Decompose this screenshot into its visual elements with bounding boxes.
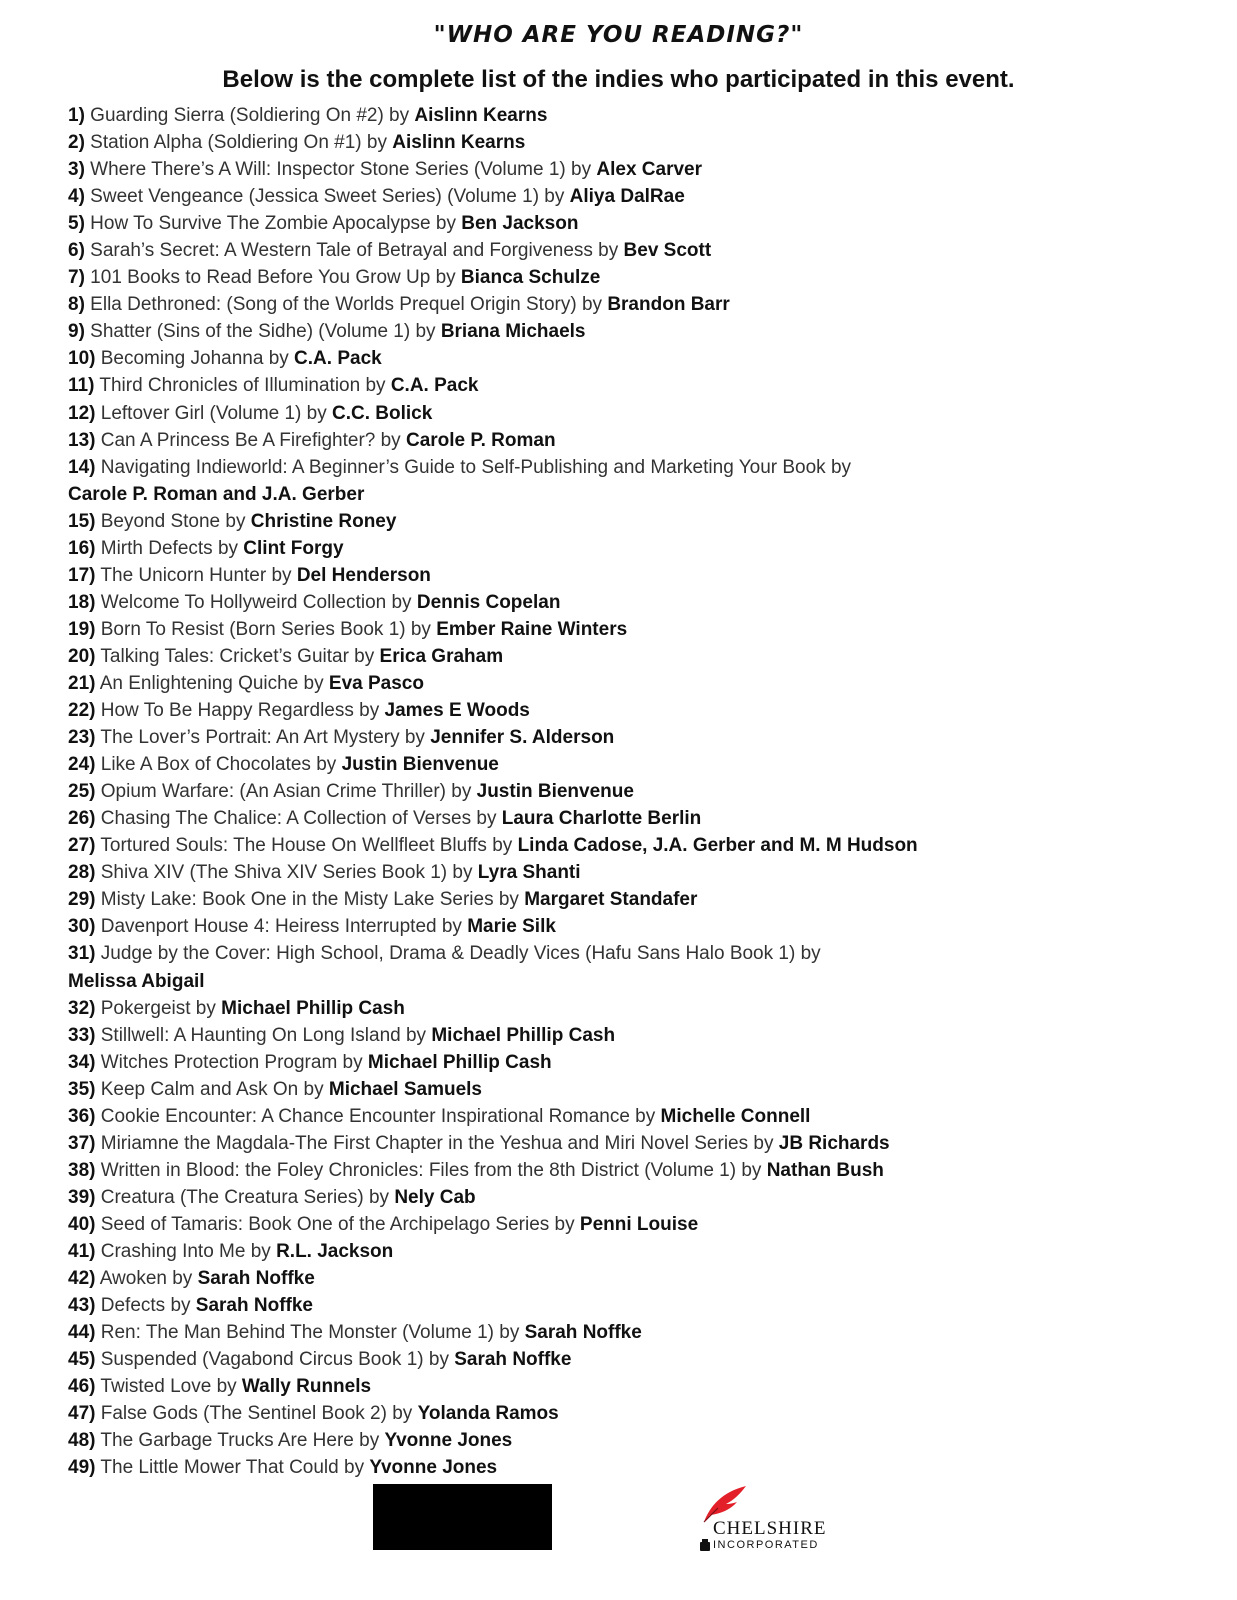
book-title: Witches Protection Program by — [95, 1051, 368, 1073]
item-number: 31) — [68, 943, 96, 965]
book-title: Davenport House 4: Heiress Interrupted by — [95, 916, 468, 938]
item-number: 21) — [68, 672, 96, 694]
item-number: 19) — [68, 618, 96, 640]
book-title: Shiva XIV (The Shiva XIV Series Book 1) by — [95, 862, 478, 884]
book-title: Like A Box of Chocolates by — [95, 754, 342, 776]
book-title: Awoken by — [95, 1268, 198, 1290]
book-author: James E Woods — [384, 700, 530, 722]
book-author: Justin Bienvenue — [476, 781, 634, 803]
book-author: Eva Pasco — [328, 672, 424, 694]
list-item — [68, 1157, 1178, 1184]
book-author: Melissa Abigail — [68, 970, 205, 992]
book-author: Carole P. Roman and J.A. Gerber — [68, 483, 365, 505]
list-item — [68, 156, 1178, 183]
list-item — [68, 913, 1178, 940]
book-title: Ella Dethroned: (Song of the Worlds Prequel Origin Story) by — [84, 294, 608, 316]
item-number: 37) — [68, 1132, 96, 1154]
book-author: R.L. Jackson — [276, 1240, 394, 1262]
item-number: 1) — [68, 105, 85, 126]
book-author: Del Henderson — [296, 564, 431, 586]
item-number: 18) — [68, 591, 96, 613]
book-author: Michael Phillip Cash — [367, 1051, 552, 1073]
list-item — [68, 1400, 1178, 1427]
item-number: 20) — [68, 645, 96, 667]
item-number: 27) — [68, 835, 96, 857]
book-title: Navigating Indieworld: A Beginner’s Guide to Self-Publishing and Marketing Your Book by — [95, 456, 852, 478]
list-item — [68, 832, 1178, 859]
item-number: 43) — [68, 1295, 96, 1317]
book-author: Marie Silk — [467, 916, 556, 938]
list-item — [68, 1076, 1178, 1103]
book-list — [68, 102, 1178, 1481]
list-item — [68, 940, 1178, 994]
book-author: Bianca Schulze — [460, 267, 601, 289]
item-number: 17) — [68, 564, 96, 586]
book-title: Talking Tales: Cricket’s Guitar by — [95, 645, 380, 667]
item-number: 3) — [68, 159, 85, 181]
item-number: 44) — [68, 1322, 96, 1344]
list-item — [68, 318, 1178, 345]
book-title: Written in Blood: the Foley Chronicles: Files from the 8th District (Volume 1) by — [95, 1159, 767, 1181]
item-number: 22) — [68, 700, 96, 722]
item-number: 7) — [68, 267, 85, 289]
list-item — [68, 1346, 1178, 1373]
book-title: An Enlightening Quiche by — [95, 672, 329, 694]
book-title: Judge by the Cover: High School, Drama & Deadly Vices (Hafu Sans Halo Book 1) by — [95, 943, 821, 965]
list-item — [68, 1022, 1178, 1049]
list-item — [68, 859, 1178, 886]
book-author: Jennifer S. Alderson — [430, 727, 615, 749]
list-item — [68, 697, 1178, 724]
book-author: Aislinn Kearns — [414, 105, 548, 126]
book-title: Beyond Stone by — [95, 510, 251, 532]
book-author: Briana Michaels — [440, 321, 586, 343]
list-item — [68, 1184, 1178, 1211]
book-author: Yvonne Jones — [369, 1457, 498, 1479]
book-author: Carole P. Roman — [405, 429, 556, 451]
book-author: Michelle Connell — [660, 1105, 811, 1127]
book-title: Opium Warfare: (An Asian Crime Thriller) by — [95, 781, 477, 803]
list-item — [68, 1130, 1178, 1157]
item-number: 30) — [68, 916, 96, 938]
item-number: 4) — [68, 186, 85, 208]
book-author: Ben Jackson — [461, 213, 579, 235]
item-number: 39) — [68, 1186, 96, 1208]
book-author: Alex Carver — [596, 159, 703, 181]
book-title: Sarah’s Secret: A Western Tale of Betrayal and Forgiveness by — [84, 240, 624, 262]
book-title: Born To Resist (Born Series Book 1) by — [95, 618, 437, 640]
book-author: Clint Forgy — [243, 537, 344, 559]
book-title: Leftover Girl (Volume 1) by — [95, 402, 333, 424]
book-title: Mirth Defects by — [95, 537, 244, 559]
list-item — [68, 237, 1178, 264]
book-title: Ren: The Man Behind The Monster (Volume 1) by — [95, 1322, 525, 1344]
book-author: Yvonne Jones — [384, 1430, 513, 1452]
book-author: Aislinn Kearns — [392, 132, 526, 154]
book-author: Bev Scott — [623, 240, 712, 262]
list-item — [68, 535, 1178, 562]
item-number: 16) — [68, 537, 96, 559]
list-item — [68, 264, 1178, 291]
event-title: "WHO ARE YOU READING?" — [433, 22, 804, 48]
item-number: 6) — [68, 240, 85, 262]
book-title: Can A Princess Be A Firefighter? by — [95, 429, 406, 451]
item-number: 28) — [68, 862, 96, 884]
item-number: 34) — [68, 1051, 96, 1073]
list-item — [68, 454, 1178, 508]
book-author: C.A. Pack — [294, 348, 382, 370]
redacted-block — [373, 1484, 552, 1550]
book-author: Nathan Bush — [766, 1159, 884, 1181]
list-item — [68, 724, 1178, 751]
list-item — [68, 1427, 1178, 1454]
book-title: How To Be Happy Regardless by — [95, 700, 385, 722]
item-number: 15) — [68, 510, 96, 532]
book-author: JB Richards — [778, 1132, 890, 1154]
list-item — [68, 1319, 1178, 1346]
item-number: 8) — [68, 294, 85, 316]
book-title: Station Alpha (Soldiering On #1) by — [84, 132, 393, 154]
book-author: Michael Phillip Cash — [431, 1024, 616, 1046]
book-author: Lyra Shanti — [477, 862, 581, 884]
list-item — [68, 670, 1178, 697]
book-author: Erica Graham — [379, 645, 504, 667]
book-author: Sarah Noffke — [195, 1295, 313, 1317]
list-item — [68, 805, 1178, 832]
book-title: Welcome To Hollyweird Collection by — [95, 591, 417, 613]
item-number: 33) — [68, 1024, 96, 1046]
item-number: 13) — [68, 429, 96, 451]
item-number: 26) — [68, 808, 96, 830]
item-number: 25) — [68, 781, 96, 803]
book-title: Misty Lake: Book One in the Misty Lake Series by — [95, 889, 525, 911]
book-title: Keep Calm and Ask On by — [95, 1078, 329, 1100]
list-item — [68, 562, 1178, 589]
item-number: 40) — [68, 1213, 96, 1235]
book-author: Laura Charlotte Berlin — [501, 808, 702, 830]
item-number: 36) — [68, 1105, 96, 1127]
book-title: Crashing Into Me by — [95, 1240, 277, 1262]
list-item — [68, 1211, 1178, 1238]
book-author: Ember Raine Winters — [436, 618, 628, 640]
item-number: 24) — [68, 754, 96, 776]
book-author: Christine Roney — [250, 510, 397, 532]
item-number: 10) — [68, 348, 96, 370]
list-item — [68, 102, 1178, 129]
list-item — [68, 1292, 1178, 1319]
book-title: How To Survive The Zombie Apocalypse by — [84, 213, 462, 235]
list-item — [68, 616, 1178, 643]
list-item — [68, 1265, 1178, 1292]
book-author: Justin Bienvenue — [341, 754, 499, 776]
book-author: Penni Louise — [579, 1213, 699, 1235]
item-number: 32) — [68, 997, 96, 1019]
book-title: Seed of Tamaris: Book One of the Archipelago Series by — [95, 1213, 580, 1235]
item-number: 48) — [68, 1430, 96, 1452]
book-title: Defects by — [95, 1295, 196, 1317]
book-title: Guarding Sierra (Soldiering On #2) by — [84, 105, 415, 126]
page-subtitle: Below is the complete list of the indies who participated in this event. — [222, 66, 1015, 93]
list-item — [68, 1454, 1178, 1481]
list-item — [68, 291, 1178, 318]
book-author: Nely Cab — [394, 1186, 476, 1208]
book-title: The Little Mower That Could by — [95, 1457, 370, 1479]
list-item — [68, 1103, 1178, 1130]
book-title: Chasing The Chalice: A Collection of Verses by — [95, 808, 502, 830]
book-author: Dennis Copelan — [416, 591, 561, 613]
item-number: 49) — [68, 1457, 96, 1479]
inkwell-icon — [700, 1539, 710, 1551]
book-title: Pokergeist by — [95, 997, 222, 1019]
list-item — [68, 1373, 1178, 1400]
book-title: Cookie Encounter: A Chance Encounter Inspirational Romance by — [95, 1105, 661, 1127]
book-author: Brandon Barr — [607, 294, 730, 316]
book-title: Suspended (Vagabond Circus Book 1) by — [95, 1349, 455, 1371]
item-number: 45) — [68, 1349, 96, 1371]
item-number: 23) — [68, 727, 96, 749]
publisher-subtitle: INCORPORATED — [713, 1539, 819, 1551]
book-title: Third Chronicles of Illumination by — [94, 375, 391, 397]
list-item — [68, 427, 1178, 454]
book-title: The Lover’s Portrait: An Art Mystery by — [95, 727, 431, 749]
list-item — [68, 400, 1178, 427]
item-number: 2) — [68, 132, 85, 154]
book-title: Stillwell: A Haunting On Long Island by — [95, 1024, 432, 1046]
item-number: 38) — [68, 1159, 96, 1181]
book-author: C.A. Pack — [390, 375, 479, 397]
list-item — [68, 995, 1178, 1022]
item-number: 5) — [68, 213, 85, 235]
book-title: Creatura (The Creatura Series) by — [95, 1186, 395, 1208]
list-item — [68, 751, 1178, 778]
book-author: Sarah Noffke — [524, 1322, 642, 1344]
book-author: Yolanda Ramos — [417, 1403, 559, 1425]
publisher-name: CHELSHIRE — [713, 1518, 827, 1539]
list-item — [68, 778, 1178, 805]
item-number: 12) — [68, 402, 96, 424]
item-number: 41) — [68, 1240, 96, 1262]
item-number: 42) — [68, 1268, 96, 1290]
list-item — [68, 589, 1178, 616]
item-number: 29) — [68, 889, 96, 911]
book-author: Sarah Noffke — [197, 1268, 315, 1290]
book-title: Sweet Vengeance (Jessica Sweet Series) (Volume 1) by — [84, 186, 570, 208]
list-item — [68, 1049, 1178, 1076]
list-item — [68, 210, 1178, 237]
book-author: Sarah Noffke — [454, 1349, 572, 1371]
book-title: Where There’s A Will: Inspector Stone Series (Volume 1) by — [84, 159, 597, 181]
book-title: Becoming Johanna by — [95, 348, 295, 370]
list-item — [68, 1238, 1178, 1265]
item-number: 47) — [68, 1403, 96, 1425]
book-author: Aliya DalRae — [569, 186, 685, 208]
list-item — [68, 372, 1178, 399]
book-author: Linda Cadose, J.A. Gerber and M. M Hudson — [517, 835, 918, 857]
list-item — [68, 643, 1178, 670]
list-item — [68, 508, 1178, 535]
book-author: Michael Phillip Cash — [221, 997, 405, 1019]
list-item — [68, 129, 1178, 156]
book-author: Margaret Standafer — [524, 889, 698, 911]
item-number: 11) — [68, 375, 95, 397]
item-number: 35) — [68, 1078, 96, 1100]
list-item — [68, 345, 1178, 372]
item-number: 14) — [68, 456, 96, 478]
book-title: Tortured Souls: The House On Wellfleet Bluffs by — [95, 835, 518, 857]
book-author: Wally Runnels — [241, 1376, 372, 1398]
item-number: 46) — [68, 1376, 96, 1398]
book-title: Shatter (Sins of the Sidhe) (Volume 1) by — [84, 321, 441, 343]
book-title: 101 Books to Read Before You Grow Up by — [84, 267, 461, 289]
book-author: C.C. Bolick — [332, 402, 433, 424]
book-title: The Unicorn Hunter by — [95, 564, 297, 586]
item-number: 9) — [68, 321, 85, 343]
list-item — [68, 183, 1178, 210]
book-title: False Gods (The Sentinel Book 2) by — [95, 1403, 418, 1425]
book-title: Miriamne the Magdala-The First Chapter in the Yeshua and Miri Novel Series by — [95, 1132, 779, 1154]
book-title: The Garbage Trucks Are Here by — [95, 1430, 385, 1452]
list-item — [68, 886, 1178, 913]
book-author: Michael Samuels — [328, 1078, 482, 1100]
book-title: Twisted Love by — [95, 1376, 242, 1398]
